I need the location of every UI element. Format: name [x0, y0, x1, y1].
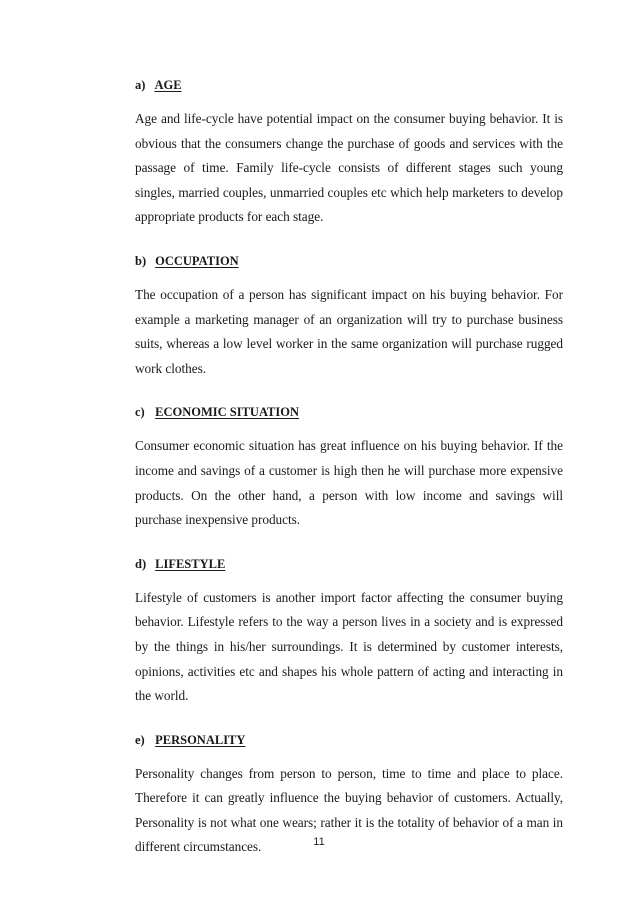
section-age — [135, 76, 563, 230]
section-letter: e) — [135, 732, 145, 747]
section-heading — [135, 403, 563, 421]
section-letter: a) — [135, 78, 146, 92]
section-title: LIFESTYLE — [155, 556, 226, 571]
section-body: Age and life-cycle have potential impact on the consumer buying behavior. It is obvious that the consumers change the purchase of goods and services with the passage of time. Family life-cycle consists of different stages such young singles, married couples, unmarried couples etc which help marketers to develop appropriate products for each stage. — [135, 111, 563, 225]
section-title: PERSONALITY — [155, 732, 246, 747]
section-letter: d) — [135, 556, 147, 571]
section-heading — [135, 731, 563, 749]
section-body: The occupation of a person has significant impact on his buying behavior. For example a marketing manager of an organization will try to purchase business suits, whereas a low level worker in the same organization will purchase rugged work clothes. — [135, 286, 563, 376]
section-occupation — [135, 252, 563, 381]
section-letter: b) — [135, 253, 147, 268]
page-number: 11 — [313, 836, 325, 848]
section-body: Consumer economic situation has great influence on his buying behavior. If the income and savings of a customer is high then he will purchase more expensive products. On the other hand, a person with low income and savings will purchase inexpensive products. — [135, 438, 563, 528]
section-heading — [135, 76, 563, 94]
section-letter: c) — [135, 405, 145, 420]
page-content — [135, 76, 563, 882]
section-heading — [135, 555, 563, 573]
section-title: OCCUPATION — [155, 253, 239, 268]
section-body: Lifestyle of customers is another import factor affecting the consumer buying behavior. Lifestyle refers to the way a person lives in a society and is expressed by the things in his/her surroundings. It is determined by customer interests, opinions, activities etc and shapes his whole pattern of acting and interacting in the world. — [135, 589, 563, 704]
section-title: AGE — [154, 78, 182, 92]
section-lifestyle — [135, 555, 563, 709]
section-economic-situation — [135, 403, 563, 532]
section-heading — [135, 252, 563, 270]
section-body: Personality changes from person to person, time to time and place to place. Therefore it can greatly influence the buying behavior of customers. Actually, Personality is not what one wears; rather it is the totality of behavior of a man in different circumstances. — [135, 765, 563, 855]
section-title: ECONOMIC SITUATION — [155, 405, 300, 420]
